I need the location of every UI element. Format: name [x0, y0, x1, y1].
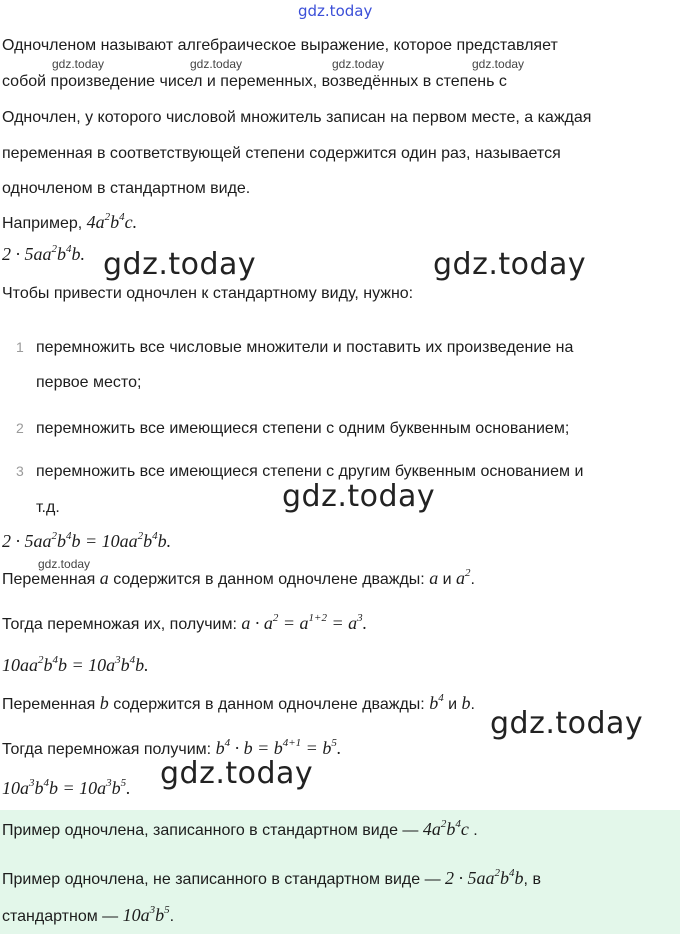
step-number: 2 [16, 420, 24, 436]
watermark-large: gdz.today [282, 479, 436, 514]
explanation-line: Переменная b содержится в данном одночлене дважды: $b^4$ и b. [2, 692, 475, 713]
definition-line: Одночленом называют алгебраическое выражение, которое представляет [2, 37, 558, 54]
formula-standard-example: $4a^2b^4c$. [86, 211, 138, 232]
formula-step-2: $10aa^2b^4b = 10a^3b^4b$. [2, 654, 149, 675]
definition-line: собой произведение чисел и переменных, возведённых в степень с [2, 73, 507, 90]
watermark-small: gdz.today [38, 557, 91, 571]
step-text: перемножить все имеющиеся степени с одним буквенным основанием; [36, 420, 570, 437]
watermark-small: gdz.today [332, 57, 385, 71]
watermark-small: gdz.today [190, 57, 243, 71]
formula-line [2, 655, 149, 676]
example-line [2, 212, 137, 234]
formula-line [2, 531, 171, 552]
step-text: перемножить все числовые множители и поставить их произведение на [36, 339, 574, 356]
definition-line: переменная в соответствующей степени содержится один раз, называется [2, 145, 561, 162]
step-number: 1 [16, 339, 24, 355]
watermark-small: gdz.today [52, 57, 105, 71]
formula-step-3: $10a^3b^4b = 10a^3b^5$. [2, 777, 131, 798]
step-text: перемножить все имеющиеся степени с другим буквенным основанием и [36, 463, 584, 480]
watermark-large: gdz.today [490, 706, 644, 741]
watermark-large: gdz.today [433, 247, 587, 282]
step-text: т.д. [36, 499, 60, 516]
explanation-line: Тогда перемножая получим: $b^4 \cdot b = b^{4+1} = b^5$. [2, 737, 342, 758]
explanation-line: Тогда перемножая их, получим: $a \cdot a^2 = a^{1+2} = a^3$. [2, 612, 368, 633]
summary-line: стандартном — $10a^3b^5$. [2, 904, 175, 925]
definition-line: одночленом в стандартном виде. [2, 180, 251, 197]
watermark-large: gdz.today [160, 756, 314, 791]
definition-line: Одночлен, у которого числовой множитель записан на первом месте, а каждая [2, 109, 592, 126]
formula-step-1: $2 \cdot 5aa^2b^4b = 10aa^2b^4b$. [2, 530, 172, 551]
summary-line: Пример одночлена, записанного в стандартном виде — $4a^2b^4c$ . [2, 818, 478, 839]
watermark-top: gdz.today [298, 2, 373, 20]
summary-line: Пример одночлена, не записанного в стандартном виде — $2 \cdot 5aa^2b^4b$, в [2, 867, 541, 888]
steps-intro: Чтобы привести одночлен к стандартному виду, нужно: [2, 285, 414, 302]
watermark-small: gdz.today [472, 57, 525, 71]
formula-line [2, 778, 131, 799]
formula-nonstandard: $2 \cdot 5aa^2b^4b$. [2, 243, 85, 264]
formula-line [2, 244, 85, 265]
step-number: 3 [16, 463, 24, 479]
watermark-large: gdz.today [103, 247, 257, 282]
example-label: Например, [2, 215, 83, 232]
explanation-line: Переменная a содержится в данном одночлене дважды: a и $a^2$. [2, 567, 475, 588]
step-text: первое место; [36, 374, 142, 391]
